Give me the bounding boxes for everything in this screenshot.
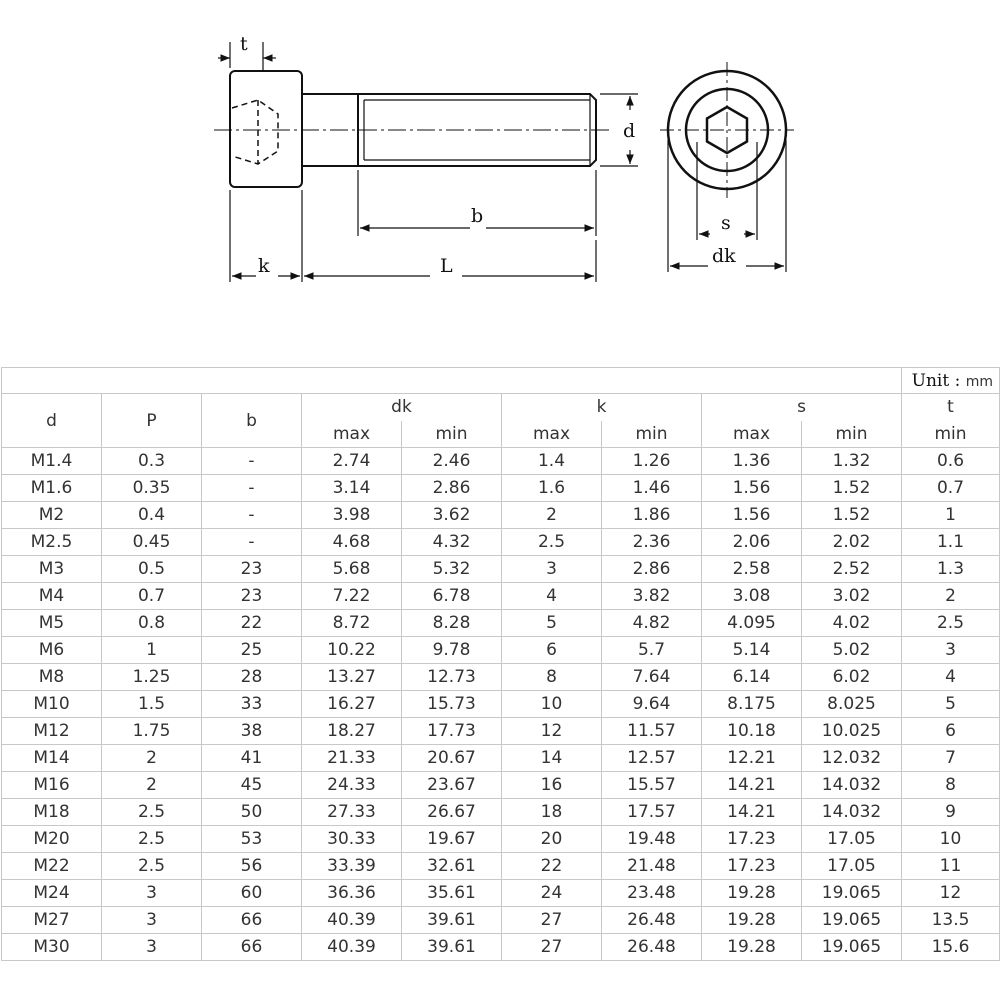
table-row — [2, 691, 1000, 718]
cell-s-min: 12.032 — [802, 745, 902, 772]
cell-dk-min: 32.61 — [402, 853, 502, 880]
header-s: s — [702, 394, 902, 421]
cell-t-min: 4 — [902, 664, 1000, 691]
cell-dk-min: 3.62 — [402, 502, 502, 529]
cell-P: 2.5 — [102, 853, 202, 880]
cell-s-min: 14.032 — [802, 799, 902, 826]
cell-dk-min: 2.86 — [402, 475, 502, 502]
cell-k-max: 1.6 — [502, 475, 602, 502]
header-k-min: min — [602, 421, 702, 448]
table-row — [2, 502, 1000, 529]
cell-dk-min: 8.28 — [402, 610, 502, 637]
cell-P: 3 — [102, 934, 202, 961]
table-row — [2, 772, 1000, 799]
cell-t-min: 8 — [902, 772, 1000, 799]
cell-k-max: 6 — [502, 637, 602, 664]
header-s-min: min — [802, 421, 902, 448]
cell-s-max: 17.23 — [702, 826, 802, 853]
cell-k-max: 18 — [502, 799, 602, 826]
cell-P: 1 — [102, 637, 202, 664]
cell-dk-max: 40.39 — [302, 934, 402, 961]
table-row — [2, 448, 1000, 475]
cell-b: 41 — [202, 745, 302, 772]
cell-b: 33 — [202, 691, 302, 718]
cell-k-max: 24 — [502, 880, 602, 907]
cell-s-min: 6.02 — [802, 664, 902, 691]
cell-s-max: 2.06 — [702, 529, 802, 556]
cell-dk-min: 20.67 — [402, 745, 502, 772]
unit-label: Unit : mm — [902, 368, 1000, 394]
cell-d: M14 — [2, 745, 102, 772]
cell-d: M18 — [2, 799, 102, 826]
header-dk-max: max — [302, 421, 402, 448]
cell-dk-max: 33.39 — [302, 853, 402, 880]
cell-k-min: 26.48 — [602, 907, 702, 934]
cell-dk-max: 40.39 — [302, 907, 402, 934]
cell-s-min: 1.32 — [802, 448, 902, 475]
cell-s-max: 19.28 — [702, 907, 802, 934]
cell-s-max: 10.18 — [702, 718, 802, 745]
cell-s-min: 19.065 — [802, 934, 902, 961]
cell-d: M2.5 — [2, 529, 102, 556]
header-k-max: max — [502, 421, 602, 448]
cell-P: 2.5 — [102, 799, 202, 826]
cell-s-min: 17.05 — [802, 826, 902, 853]
cell-P: 2 — [102, 772, 202, 799]
cell-s-min: 19.065 — [802, 907, 902, 934]
cell-t-min: 0.7 — [902, 475, 1000, 502]
cell-dk-max: 3.98 — [302, 502, 402, 529]
cell-s-max: 14.21 — [702, 799, 802, 826]
table-row — [2, 637, 1000, 664]
cell-d: M24 — [2, 880, 102, 907]
cell-k-min: 7.64 — [602, 664, 702, 691]
table-row — [2, 475, 1000, 502]
cell-k-max: 8 — [502, 664, 602, 691]
cell-b: - — [202, 502, 302, 529]
cell-b: 60 — [202, 880, 302, 907]
cell-t-min: 9 — [902, 799, 1000, 826]
cell-d: M10 — [2, 691, 102, 718]
cell-dk-min: 2.46 — [402, 448, 502, 475]
cell-P: 1.75 — [102, 718, 202, 745]
cell-b: 38 — [202, 718, 302, 745]
label-d: d — [623, 120, 636, 142]
cell-dk-min: 26.67 — [402, 799, 502, 826]
cell-t-min: 2.5 — [902, 610, 1000, 637]
cell-d: M8 — [2, 664, 102, 691]
cell-dk-min: 23.67 — [402, 772, 502, 799]
cell-k-max: 1.4 — [502, 448, 602, 475]
header-dk: dk — [302, 394, 502, 421]
cell-k-min: 4.82 — [602, 610, 702, 637]
cell-k-min: 15.57 — [602, 772, 702, 799]
cell-s-min: 5.02 — [802, 637, 902, 664]
cell-dk-min: 9.78 — [402, 637, 502, 664]
cell-dk-max: 18.27 — [302, 718, 402, 745]
cell-d: M2 — [2, 502, 102, 529]
cell-k-min: 9.64 — [602, 691, 702, 718]
label-L: L — [440, 255, 453, 277]
cell-k-max: 2 — [502, 502, 602, 529]
cell-d: M22 — [2, 853, 102, 880]
bolt-technical-drawing — [0, 0, 1000, 350]
cell-dk-max: 13.27 — [302, 664, 402, 691]
table-row — [2, 718, 1000, 745]
cell-k-min: 11.57 — [602, 718, 702, 745]
cell-b: 66 — [202, 934, 302, 961]
header-t: t — [902, 394, 1000, 421]
label-dk: dk — [712, 245, 736, 267]
header-dk-min: min — [402, 421, 502, 448]
cell-P: 0.3 — [102, 448, 202, 475]
cell-k-max: 27 — [502, 907, 602, 934]
cell-d: M1.4 — [2, 448, 102, 475]
cell-s-max: 19.28 — [702, 934, 802, 961]
cell-d: M27 — [2, 907, 102, 934]
cell-t-min: 12 — [902, 880, 1000, 907]
cell-s-min: 1.52 — [802, 502, 902, 529]
cell-k-max: 14 — [502, 745, 602, 772]
cell-s-min: 3.02 — [802, 583, 902, 610]
cell-dk-max: 3.14 — [302, 475, 402, 502]
cell-k-max: 27 — [502, 934, 602, 961]
cell-dk-min: 39.61 — [402, 907, 502, 934]
cell-d: M5 — [2, 610, 102, 637]
cell-s-min: 19.065 — [802, 880, 902, 907]
cell-d: M12 — [2, 718, 102, 745]
cell-P: 0.8 — [102, 610, 202, 637]
cell-t-min: 10 — [902, 826, 1000, 853]
cell-P: 1.25 — [102, 664, 202, 691]
label-k: k — [258, 255, 270, 277]
cell-dk-min: 35.61 — [402, 880, 502, 907]
cell-k-min: 2.86 — [602, 556, 702, 583]
cell-b: 23 — [202, 556, 302, 583]
cell-d: M1.6 — [2, 475, 102, 502]
cell-dk-max: 36.36 — [302, 880, 402, 907]
cell-d: M30 — [2, 934, 102, 961]
cell-d: M6 — [2, 637, 102, 664]
cell-dk-min: 6.78 — [402, 583, 502, 610]
cell-k-min: 1.46 — [602, 475, 702, 502]
unit-row — [2, 368, 1000, 394]
cell-P: 0.4 — [102, 502, 202, 529]
header-P: P — [102, 394, 202, 448]
cell-s-min: 4.02 — [802, 610, 902, 637]
cell-t-min: 6 — [902, 718, 1000, 745]
cell-t-min: 15.6 — [902, 934, 1000, 961]
cell-s-min: 8.025 — [802, 691, 902, 718]
cell-dk-min: 15.73 — [402, 691, 502, 718]
table-row — [2, 799, 1000, 826]
cell-dk-max: 8.72 — [302, 610, 402, 637]
cell-b: - — [202, 529, 302, 556]
cell-dk-min: 17.73 — [402, 718, 502, 745]
cell-P: 2.5 — [102, 826, 202, 853]
cell-dk-max: 7.22 — [302, 583, 402, 610]
cell-s-min: 2.52 — [802, 556, 902, 583]
bolt-side-view — [230, 71, 596, 187]
cell-k-min: 23.48 — [602, 880, 702, 907]
table-row — [2, 556, 1000, 583]
cell-dk-min: 5.32 — [402, 556, 502, 583]
cell-k-max: 20 — [502, 826, 602, 853]
cell-t-min: 1.3 — [902, 556, 1000, 583]
cell-t-min: 7 — [902, 745, 1000, 772]
cell-d: M3 — [2, 556, 102, 583]
cell-s-min: 1.52 — [802, 475, 902, 502]
cell-P: 0.5 — [102, 556, 202, 583]
label-s: s — [721, 212, 731, 234]
cell-dk-max: 2.74 — [302, 448, 402, 475]
table-row — [2, 907, 1000, 934]
cell-t-min: 2 — [902, 583, 1000, 610]
cell-dk-max: 16.27 — [302, 691, 402, 718]
cell-k-min: 12.57 — [602, 745, 702, 772]
cell-s-max: 2.58 — [702, 556, 802, 583]
spec-table — [1, 367, 1000, 961]
cell-k-max: 16 — [502, 772, 602, 799]
header-t-min: min — [902, 421, 1000, 448]
cell-d: M20 — [2, 826, 102, 853]
cell-s-min: 10.025 — [802, 718, 902, 745]
cell-P: 3 — [102, 880, 202, 907]
cell-b: 56 — [202, 853, 302, 880]
cell-s-max: 3.08 — [702, 583, 802, 610]
cell-dk-max: 27.33 — [302, 799, 402, 826]
cell-s-max: 19.28 — [702, 880, 802, 907]
cell-t-min: 13.5 — [902, 907, 1000, 934]
cell-b: 50 — [202, 799, 302, 826]
cell-k-min: 2.36 — [602, 529, 702, 556]
table-row — [2, 745, 1000, 772]
cell-k-min: 26.48 — [602, 934, 702, 961]
cell-s-min: 17.05 — [802, 853, 902, 880]
cell-k-min: 17.57 — [602, 799, 702, 826]
label-b: b — [471, 205, 484, 227]
cell-k-max: 2.5 — [502, 529, 602, 556]
cell-P: 0.35 — [102, 475, 202, 502]
cell-dk-max: 30.33 — [302, 826, 402, 853]
cell-b: 53 — [202, 826, 302, 853]
cell-b: - — [202, 475, 302, 502]
cell-P: 3 — [102, 907, 202, 934]
cell-b: 45 — [202, 772, 302, 799]
cell-s-max: 14.21 — [702, 772, 802, 799]
cell-dk-min: 19.67 — [402, 826, 502, 853]
cell-dk-max: 4.68 — [302, 529, 402, 556]
cell-P: 2 — [102, 745, 202, 772]
cell-s-max: 1.56 — [702, 502, 802, 529]
cell-b: 66 — [202, 907, 302, 934]
table-row — [2, 583, 1000, 610]
table-row — [2, 529, 1000, 556]
table-row — [2, 880, 1000, 907]
cell-b: 25 — [202, 637, 302, 664]
cell-k-min: 1.26 — [602, 448, 702, 475]
cell-dk-min: 12.73 — [402, 664, 502, 691]
cell-s-min: 2.02 — [802, 529, 902, 556]
cell-dk-min: 4.32 — [402, 529, 502, 556]
cell-dk-max: 5.68 — [302, 556, 402, 583]
cell-dk-max: 10.22 — [302, 637, 402, 664]
cell-k-max: 5 — [502, 610, 602, 637]
cell-s-max: 4.095 — [702, 610, 802, 637]
cell-dk-min: 39.61 — [402, 934, 502, 961]
cell-k-min: 21.48 — [602, 853, 702, 880]
cell-k-min: 3.82 — [602, 583, 702, 610]
cell-k-max: 3 — [502, 556, 602, 583]
label-t: t — [240, 33, 248, 55]
cell-d: M16 — [2, 772, 102, 799]
header-b: b — [202, 394, 302, 448]
cell-dk-max: 24.33 — [302, 772, 402, 799]
cell-s-max: 5.14 — [702, 637, 802, 664]
cell-t-min: 3 — [902, 637, 1000, 664]
cell-k-min: 19.48 — [602, 826, 702, 853]
cell-t-min: 1.1 — [902, 529, 1000, 556]
header-s-max: max — [702, 421, 802, 448]
cell-s-max: 1.36 — [702, 448, 802, 475]
cell-t-min: 1 — [902, 502, 1000, 529]
cell-b: 28 — [202, 664, 302, 691]
cell-k-min: 5.7 — [602, 637, 702, 664]
cell-k-max: 12 — [502, 718, 602, 745]
table-row — [2, 853, 1000, 880]
cell-dk-max: 21.33 — [302, 745, 402, 772]
cell-t-min: 11 — [902, 853, 1000, 880]
header-d: d — [2, 394, 102, 448]
header-k: k — [502, 394, 702, 421]
table-row — [2, 826, 1000, 853]
cell-s-max: 17.23 — [702, 853, 802, 880]
cell-t-min: 5 — [902, 691, 1000, 718]
header-row-1 — [2, 394, 1000, 421]
dimension-k-L — [230, 190, 596, 282]
cell-P: 1.5 — [102, 691, 202, 718]
cell-s-max: 6.14 — [702, 664, 802, 691]
cell-s-max: 8.175 — [702, 691, 802, 718]
cell-s-min: 14.032 — [802, 772, 902, 799]
table-row — [2, 610, 1000, 637]
cell-k-max: 10 — [502, 691, 602, 718]
cell-b: 23 — [202, 583, 302, 610]
cell-t-min: 0.6 — [902, 448, 1000, 475]
cell-s-max: 12.21 — [702, 745, 802, 772]
cell-k-max: 4 — [502, 583, 602, 610]
cell-d: M4 — [2, 583, 102, 610]
cell-b: 22 — [202, 610, 302, 637]
table-row — [2, 664, 1000, 691]
cell-b: - — [202, 448, 302, 475]
cell-s-max: 1.56 — [702, 475, 802, 502]
cell-k-min: 1.86 — [602, 502, 702, 529]
cell-k-max: 22 — [502, 853, 602, 880]
bolt-end-view — [660, 62, 794, 198]
cell-P: 0.45 — [102, 529, 202, 556]
table-row — [2, 934, 1000, 961]
cell-P: 0.7 — [102, 583, 202, 610]
